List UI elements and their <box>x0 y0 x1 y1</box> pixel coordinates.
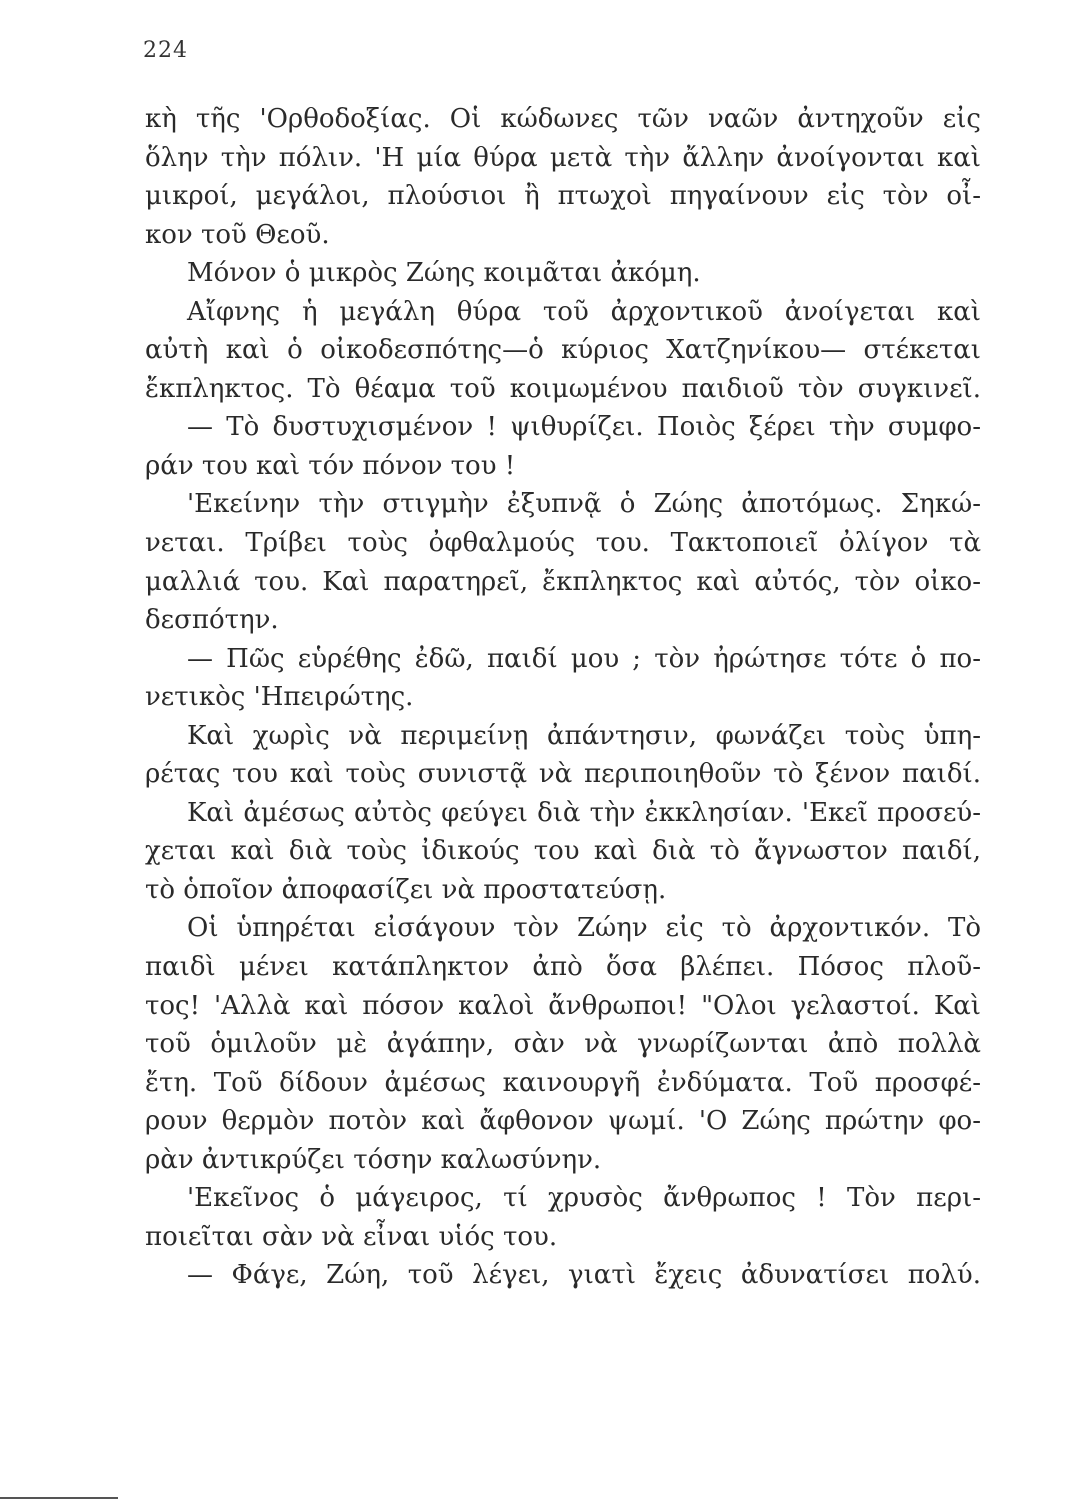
text-line: νεται. Τρίβει τοὺς ὀφθαλμούς του. Τακτοποιεῖ ὀλίγον τὰ <box>145 528 981 559</box>
text-line: Καὶ ἀμέσως αὐτὸς φεύγει διὰ τὴν ἐκκλησίαν. 'Εκεῖ προσεύ- <box>187 797 981 828</box>
text-line: μαλλιά του. Καὶ παρατηρεῖ, ἔκπληκτος καὶ αὐτός, τὸν οἰκο- <box>145 566 981 597</box>
text-line: τοῦ ὁμιλοῦν μὲ ἀγάπην, σὰν νὰ γνωρίζωνται ἀπὸ πολλὰ <box>145 1029 981 1060</box>
text-line: κον τοῦ Θεοῦ. <box>145 219 330 250</box>
page-number: 224 <box>143 38 188 63</box>
text-line: μικροί, μεγάλοι, πλούσιοι ἢ πτωχοὶ πηγαίνουν εἰς τὸν οἶ- <box>145 181 981 212</box>
text-line: δεσπότην. <box>145 605 279 636</box>
body-text <box>145 100 981 1295</box>
text-line: Μόνον ὁ μικρὸς Ζώης κοιμᾶται ἀκόμη. <box>187 258 701 289</box>
text-line: νετικὸς 'Ηπειρώτης. <box>145 682 414 713</box>
text-line: ρέτας του καὶ τοὺς συνιστᾷ νὰ περιποιηθοῦν τὸ ξένον παιδί. <box>145 759 981 790</box>
text-line: ἔτη. Τοῦ δίδουν ἀμέσως καινουργῆ ἐνδύματα. Τοῦ προσφέ- <box>145 1067 981 1098</box>
text-line: ρὰν ἀντικρύζει τόσην καλωσύνην. <box>145 1144 602 1175</box>
text-line: Οἱ ὑπηρέται εἰσάγουν τὸν Ζώην εἰς τὸ ἀρχοντικόν. Τὸ <box>187 913 981 944</box>
text-line: — Φάγε, Ζώη, τοῦ λέγει, γιατὶ ἔχεις ἀδυνατίσει πολύ. <box>187 1260 981 1291</box>
text-line: Αἴφνης ἡ μεγάλη θύρα τοῦ ἀρχοντικοῦ ἀνοίγεται καὶ <box>187 296 981 327</box>
text-line: χεται καὶ διὰ τοὺς ἰδικούς του καὶ διὰ τὸ ἄγνωστον παιδί, <box>145 836 981 867</box>
text-line: ἔκπληκτος. Τὸ θέαμα τοῦ κοιμωμένου παιδιοῦ τὸν συγκινεῖ. <box>145 373 981 404</box>
text-line: 'Εκείνην τὴν στιγμὴν ἐξυπνᾷ ὁ Ζώης ἀποτόμως. Σηκώ- <box>187 489 981 520</box>
text-line: — Πῶς εὑρέθης ἐδῶ, παιδί μου ; τὸν ἠρώτησε τότε ὁ πο- <box>187 643 981 674</box>
text-line: Καὶ χωρὶς νὰ περιμείνῃ ἀπάντησιν, φωνάζει τοὺς ὑπη- <box>187 720 981 751</box>
bottom-rule <box>0 1497 118 1499</box>
text-line: κὴ τῆς 'Ορθοδοξίας. Οἱ κώδωνες τῶν ναῶν ἀντηχοῦν εἰς <box>145 104 981 134</box>
text-line: τὸ ὁποῖον ἀποφασίζει νὰ προστατεύσῃ. <box>145 874 667 905</box>
text-line: ρουν θερμὸν ποτὸν καὶ ἄφθονον ψωμί. 'Ο Ζώης πρώτην φο- <box>145 1106 981 1137</box>
text-line: — Τὸ δυστυχισμένον ! ψιθυρίζει. Ποιὸς ξέρει τὴν συμφο- <box>187 412 981 443</box>
text-line: αὐτὴ καὶ ὁ οἰκοδεσπότης—ὁ κύριος Χατζηνίκου— στέκεται <box>145 335 981 366</box>
text-line: παιδὶ μένει κατάπληκτον ἀπὸ ὅσα βλέπει. Πόσος πλοῦ- <box>145 952 981 983</box>
text-line: ποιεῖται σὰν νὰ εἶναι υἱός του. <box>145 1221 558 1252</box>
text-line: ράν του καὶ τόν πόνον του ! <box>145 450 516 481</box>
text-line: ὅλην τὴν πόλιν. 'Η μία θύρα μετὰ τὴν ἄλλην ἀνοίγονται καὶ <box>145 142 981 173</box>
text-line: 'Εκεῖνος ὁ μάγειρος, τί χρυσὸς ἄνθρωπος ! Τὸν περι- <box>187 1183 981 1214</box>
text-line: τος! 'Αλλὰ καὶ πόσον καλοὶ ἄνθρωποι! "Ολοι γελαστοί. Καὶ <box>145 990 981 1021</box>
